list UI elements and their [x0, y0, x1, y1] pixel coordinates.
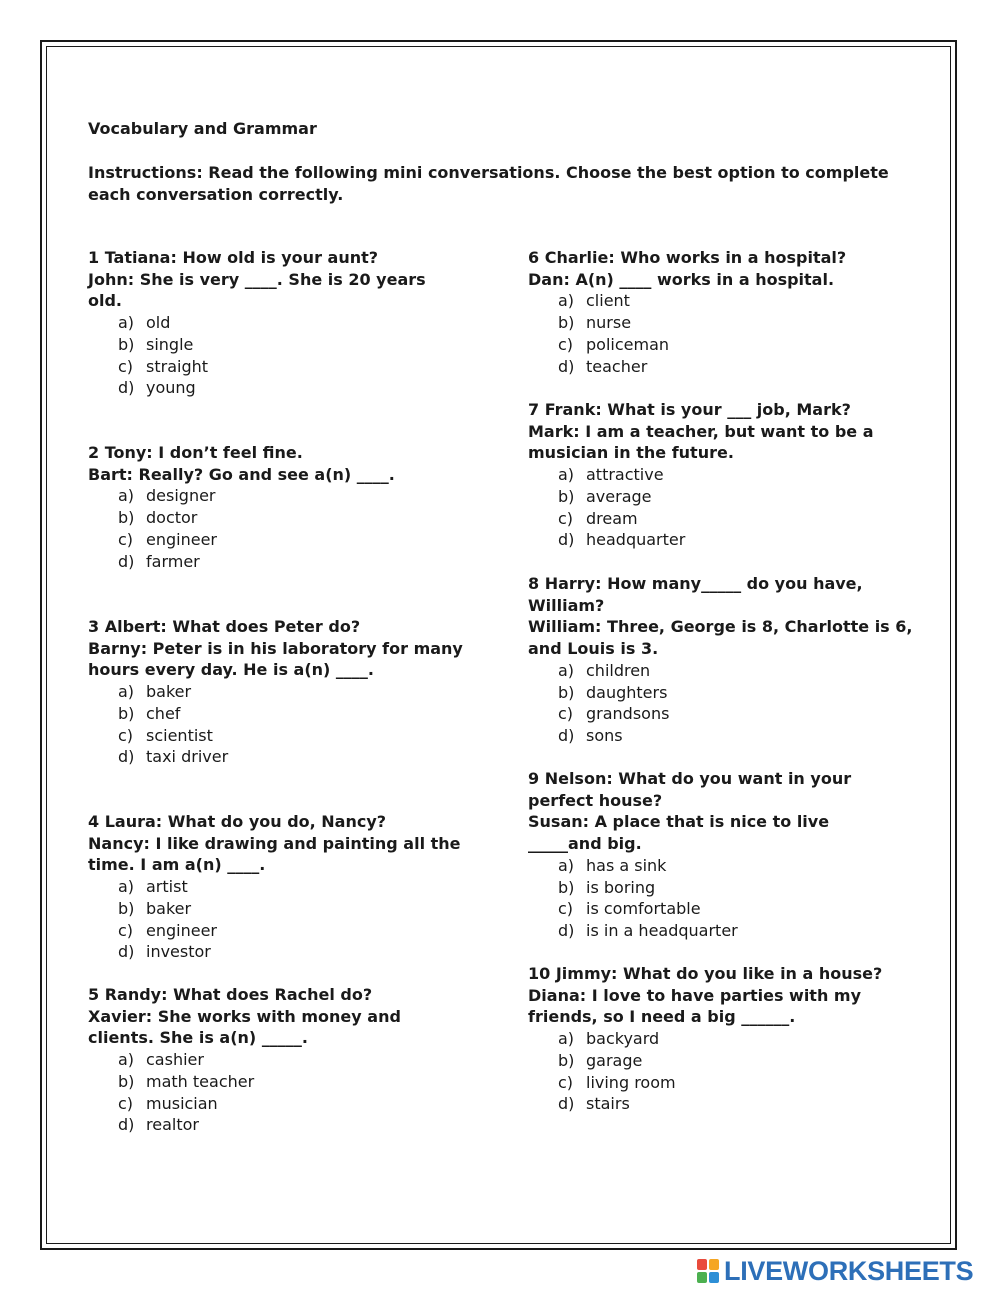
option-text: headquarter — [586, 530, 686, 550]
option-letter: a) — [118, 877, 135, 897]
option-text: stairs — [586, 1094, 630, 1114]
question-text: 5 Randy: What does Rachel do? — [88, 985, 373, 1004]
question — [88, 247, 483, 399]
option-letter: d) — [118, 1115, 135, 1135]
question-text: time. I am a(n) ____. — [88, 855, 266, 875]
question — [528, 573, 923, 747]
option-letter: a) — [118, 486, 135, 506]
question — [88, 811, 483, 963]
question-text: 4 Laura: What do you do, Nancy? — [88, 812, 387, 831]
option-text: straight — [146, 356, 209, 376]
option-text: children — [586, 660, 651, 680]
option-letter: c) — [558, 508, 574, 528]
option-text: has a sink — [586, 855, 667, 875]
option-letter: d) — [118, 942, 135, 962]
option-letter: b) — [118, 1071, 135, 1091]
answer-option[interactable] — [118, 377, 483, 399]
question-text: 10 Jimmy: What do you like in a house? — [528, 964, 883, 983]
answer-options — [528, 660, 923, 747]
answer-options — [88, 876, 483, 963]
option-text: client — [586, 291, 630, 311]
answer-option[interactable] — [118, 312, 483, 334]
option-letter: a) — [558, 291, 575, 311]
answer-option[interactable] — [118, 941, 483, 963]
question-text: musician in the future. — [528, 443, 734, 463]
answer-option[interactable] — [558, 486, 923, 508]
answer-option[interactable] — [118, 356, 483, 378]
option-text: cashier — [146, 1050, 204, 1070]
option-letter: a) — [558, 855, 575, 875]
question-text: old. — [88, 291, 123, 311]
option-letter: d) — [558, 920, 575, 940]
option-text: engineer — [146, 920, 217, 940]
answer-option[interactable] — [558, 312, 923, 334]
option-letter: a) — [118, 1050, 135, 1070]
answer-option[interactable] — [118, 1071, 483, 1093]
answer-option[interactable] — [118, 681, 483, 703]
question — [88, 442, 483, 572]
option-letter: c) — [118, 725, 134, 745]
option-letter: b) — [558, 877, 575, 897]
option-letter: d) — [118, 747, 135, 767]
answer-option[interactable] — [558, 920, 923, 942]
answer-options — [528, 855, 923, 942]
option-letter: a) — [558, 1029, 575, 1049]
option-text: investor — [146, 942, 211, 962]
option-text: young — [146, 378, 196, 398]
answer-option[interactable] — [558, 682, 923, 704]
option-letter: b) — [118, 508, 135, 528]
answer-option[interactable] — [558, 877, 923, 899]
option-letter: c) — [558, 899, 574, 919]
answer-option[interactable] — [118, 746, 483, 768]
question-text: and Louis is 3. — [528, 639, 659, 659]
question-text: Xavier: She works with money and — [88, 1006, 401, 1026]
option-letter: c) — [118, 1093, 134, 1113]
question-text: William: Three, George is 8, Charlotte is 6, — [528, 617, 913, 637]
logo-tile — [697, 1259, 707, 1270]
option-text: daughters — [586, 682, 668, 702]
option-text: living room — [586, 1072, 676, 1092]
question-text: Bart: Really? Go and see a(n) ____. — [88, 464, 395, 484]
option-text: artist — [146, 877, 188, 897]
option-letter: b) — [558, 313, 575, 333]
question-text: hours every day. He is a(n) ____. — [88, 660, 374, 680]
answer-options — [528, 290, 923, 377]
question-text: Barny: Peter is in his laboratory for many — [88, 638, 463, 658]
question-text: 7 Frank: What is your ___ job, Mark? — [528, 400, 851, 419]
option-text: baker — [146, 898, 192, 918]
answer-option[interactable] — [118, 1093, 483, 1115]
answer-options — [528, 464, 923, 551]
option-letter: a) — [118, 682, 135, 702]
question — [528, 768, 923, 942]
question-text: Susan: A place that is nice to live — [528, 812, 830, 832]
answer-option[interactable] — [118, 703, 483, 725]
logo-tile — [709, 1272, 719, 1283]
option-text: scientist — [146, 725, 213, 745]
answer-options — [88, 1049, 483, 1136]
option-text: engineer — [146, 529, 217, 549]
answer-option[interactable] — [118, 725, 483, 747]
liveworksheets-logo — [697, 1256, 973, 1286]
question-text: 2 Tony: I don’t feel fine. — [88, 443, 303, 462]
option-letter: b) — [558, 1050, 575, 1070]
option-text: single — [146, 334, 194, 354]
question — [528, 963, 923, 1115]
answer-option[interactable] — [118, 898, 483, 920]
option-letter: c) — [118, 920, 134, 940]
option-text: old — [146, 313, 171, 333]
option-letter: d) — [118, 551, 135, 571]
option-letter: d) — [558, 1094, 575, 1114]
answer-option[interactable] — [558, 508, 923, 530]
answer-option[interactable] — [118, 529, 483, 551]
option-text: taxi driver — [146, 747, 229, 767]
option-text: musician — [146, 1093, 218, 1113]
answer-option[interactable] — [558, 356, 923, 378]
question-text: John: She is very ____. She is 20 years — [88, 269, 426, 289]
answer-option[interactable] — [118, 485, 483, 507]
option-text: attractive — [586, 465, 664, 485]
answer-option[interactable] — [558, 334, 923, 356]
answer-option[interactable] — [118, 334, 483, 356]
option-letter: d) — [558, 725, 575, 745]
worksheet-title: Vocabulary and Grammar — [88, 119, 317, 138]
option-letter: b) — [118, 334, 135, 354]
answer-option[interactable] — [558, 660, 923, 682]
answer-option[interactable] — [118, 920, 483, 942]
option-letter: b) — [118, 898, 135, 918]
option-text: average — [586, 486, 652, 506]
question-text: Diana: I love to have parties with my — [528, 985, 862, 1005]
option-text: is in a headquarter — [586, 920, 738, 940]
answer-options — [88, 681, 483, 768]
question — [88, 984, 483, 1136]
answer-option[interactable] — [558, 464, 923, 486]
question-text: 8 Harry: How many_____ do you have, — [528, 574, 863, 593]
answer-option[interactable] — [118, 551, 483, 573]
answer-option[interactable] — [558, 529, 923, 551]
answer-option[interactable] — [118, 507, 483, 529]
option-text: chef — [146, 703, 181, 723]
option-letter: c) — [118, 356, 134, 376]
question — [528, 399, 923, 551]
option-text: sons — [586, 725, 623, 745]
option-letter: c) — [558, 704, 574, 724]
answer-options — [88, 312, 483, 399]
option-letter: c) — [558, 1072, 574, 1092]
answer-option[interactable] — [558, 855, 923, 877]
answer-options — [528, 1028, 923, 1115]
option-letter: c) — [558, 334, 574, 354]
option-text: teacher — [586, 356, 648, 376]
option-text: math teacher — [146, 1071, 255, 1091]
question-text: 1 Tatiana: How old is your aunt? — [88, 248, 379, 267]
answer-option[interactable] — [558, 290, 923, 312]
answer-option[interactable] — [118, 876, 483, 898]
option-text: doctor — [146, 508, 198, 528]
option-letter: d) — [118, 378, 135, 398]
question-text: _____and big. — [528, 834, 642, 854]
option-text: grandsons — [586, 704, 670, 724]
question-text: 6 Charlie: Who works in a hospital? — [528, 248, 847, 267]
answer-option[interactable] — [558, 725, 923, 747]
question-text: clients. She is a(n) _____. — [88, 1028, 308, 1048]
question — [88, 616, 483, 768]
answer-option[interactable] — [558, 1028, 923, 1050]
option-text: backyard — [586, 1029, 660, 1049]
answer-option[interactable] — [558, 703, 923, 725]
option-letter: a) — [118, 313, 135, 333]
question-text: 3 Albert: What does Peter do? — [88, 617, 361, 636]
question-text: Mark: I am a teacher, but want to be a — [528, 421, 874, 441]
option-letter: b) — [558, 682, 575, 702]
logo-tile — [709, 1259, 719, 1270]
question-text: Nancy: I like drawing and painting all the — [88, 833, 461, 853]
option-letter: b) — [558, 486, 575, 506]
option-letter: a) — [558, 660, 575, 680]
question — [528, 247, 923, 377]
option-text: farmer — [146, 551, 200, 571]
question-text: Dan: A(n) ____ works in a hospital. — [528, 269, 835, 289]
answer-options — [88, 485, 483, 572]
option-text: is comfortable — [586, 899, 701, 919]
option-text: is boring — [586, 877, 656, 897]
option-text: baker — [146, 682, 192, 702]
option-text: dream — [586, 508, 638, 528]
option-letter: a) — [558, 465, 575, 485]
option-text: policeman — [586, 334, 670, 354]
instructions: Instructions: Read the following mini conversations. Choose the best option to complete each conversation correctly. — [88, 163, 889, 204]
question-text: 9 Nelson: What do you want in your — [528, 769, 852, 788]
option-text: nurse — [586, 313, 632, 333]
logo-icon — [697, 1259, 719, 1283]
question-text: William? — [528, 595, 605, 615]
answer-option[interactable] — [558, 898, 923, 920]
option-letter: d) — [558, 530, 575, 550]
question-text: perfect house? — [528, 790, 663, 810]
option-text: realtor — [146, 1115, 199, 1135]
question-text: friends, so I need a big ______. — [528, 1007, 796, 1027]
answer-option[interactable] — [118, 1049, 483, 1071]
option-letter: b) — [118, 703, 135, 723]
option-letter: d) — [558, 356, 575, 376]
answer-option[interactable] — [558, 1072, 923, 1094]
logo-tile — [697, 1272, 707, 1283]
answer-option[interactable] — [558, 1050, 923, 1072]
answer-option[interactable] — [558, 1093, 923, 1115]
option-text: designer — [146, 486, 216, 506]
answer-option[interactable] — [118, 1114, 483, 1136]
option-letter: c) — [118, 529, 134, 549]
brand-name: LIVEWORKSHEETS — [724, 1255, 974, 1286]
option-text: garage — [586, 1050, 643, 1070]
